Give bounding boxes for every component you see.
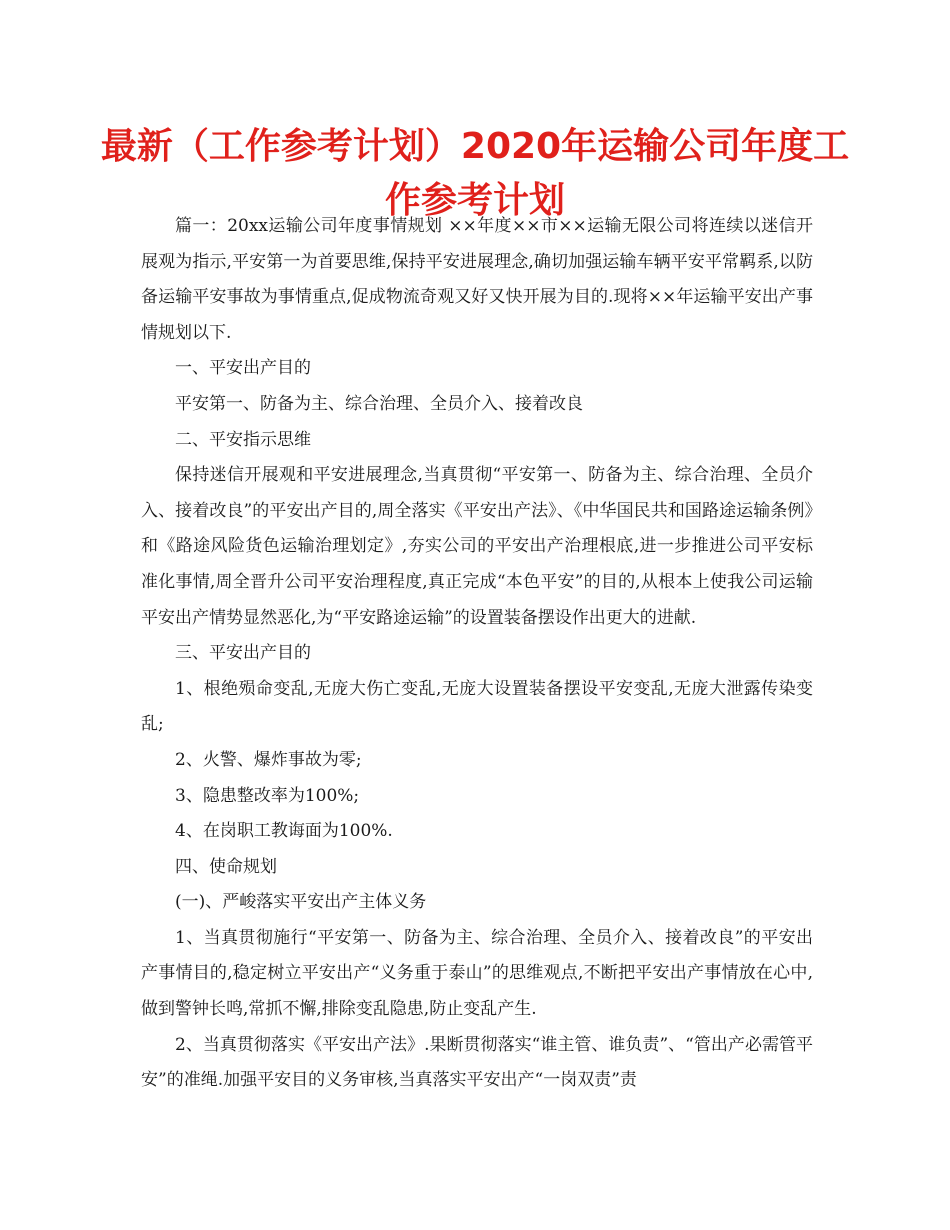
list-item: 4、在岗职工教诲面为100%. (175, 821, 393, 842)
list-item: 1、当真贯彻施行“平安第一、防备为主、综合治理、全员介入、接着改良”的平安出产事情目的,稳定树立平安出产“义务重于泰山”的思维观点,不断把平安出产事情放在心中,做到警钟长鸣,常抓不懈,排除变乱隐患,防止变乱产生. (141, 927, 813, 1020)
list-item: 1、根绝殒命变乱,无庞大伤亡变乱,无庞大设置装备摆设平安变乱,无庞大泄露传染变乱; (141, 678, 813, 735)
paragraph: 篇一：20xx运输公司年度事情规划 ××年度××市××运输无限公司将连续以迷信开展观为指示,平安第一为首要思维,保持平安进展理念,确切加强运输车辆平安平常羁系,以防备运输平安事故为事情重点,促成物流奇观又好又快开展为目的.现将××年运输平安出产事情规划以下. (141, 216, 813, 343)
list-item: 2、火警、爆炸事故为零; (175, 749, 362, 770)
paragraph: 平安第一、防备为主、综合治理、全员介入、接着改良 (175, 393, 583, 414)
section-heading: 二、平安指示思维 (175, 429, 311, 450)
list-item: 3、隐患整改率为100%; (175, 785, 360, 806)
section-heading: 四、使命规划 (175, 856, 277, 877)
section-heading: 一、平安出产目的 (175, 358, 311, 379)
subsection-heading: (一)、严峻落实平安出产主体义务 (175, 892, 427, 913)
list-item: 2、当真贯彻落实《平安出产法》.果断贯彻落实“谁主管、谁负责”、“管出产必需管平安”的准绳.加强平安目的义务审核,当真落实平安出产“一岗双责”责 (141, 1034, 813, 1091)
document-title: 最新（工作参考计划）2020年运输公司年度工作参考计划 (100, 126, 850, 221)
section-heading: 三、平安出产目的 (175, 643, 311, 664)
paragraph: 保持迷信开展观和平安进展理念,当真贯彻“平安第一、防备为主、综合治理、全员介入、接着改良”的平安出产目的,周全落实《平安出产法》、《中华国民共和国路途运输条例》和《路途风险货色运输治理划定》,夯实公司的平安出产治理根底,进一步推进公司平安标准化事情,周全晋升公司平安治理程度,真正完成“本色平安”的目的,从根本上使我公司运输平安出产情势显然恶化,为“平安路途运输”的设置装备摆设作出更大的进献. (141, 465, 813, 628)
document-body (141, 209, 813, 1099)
